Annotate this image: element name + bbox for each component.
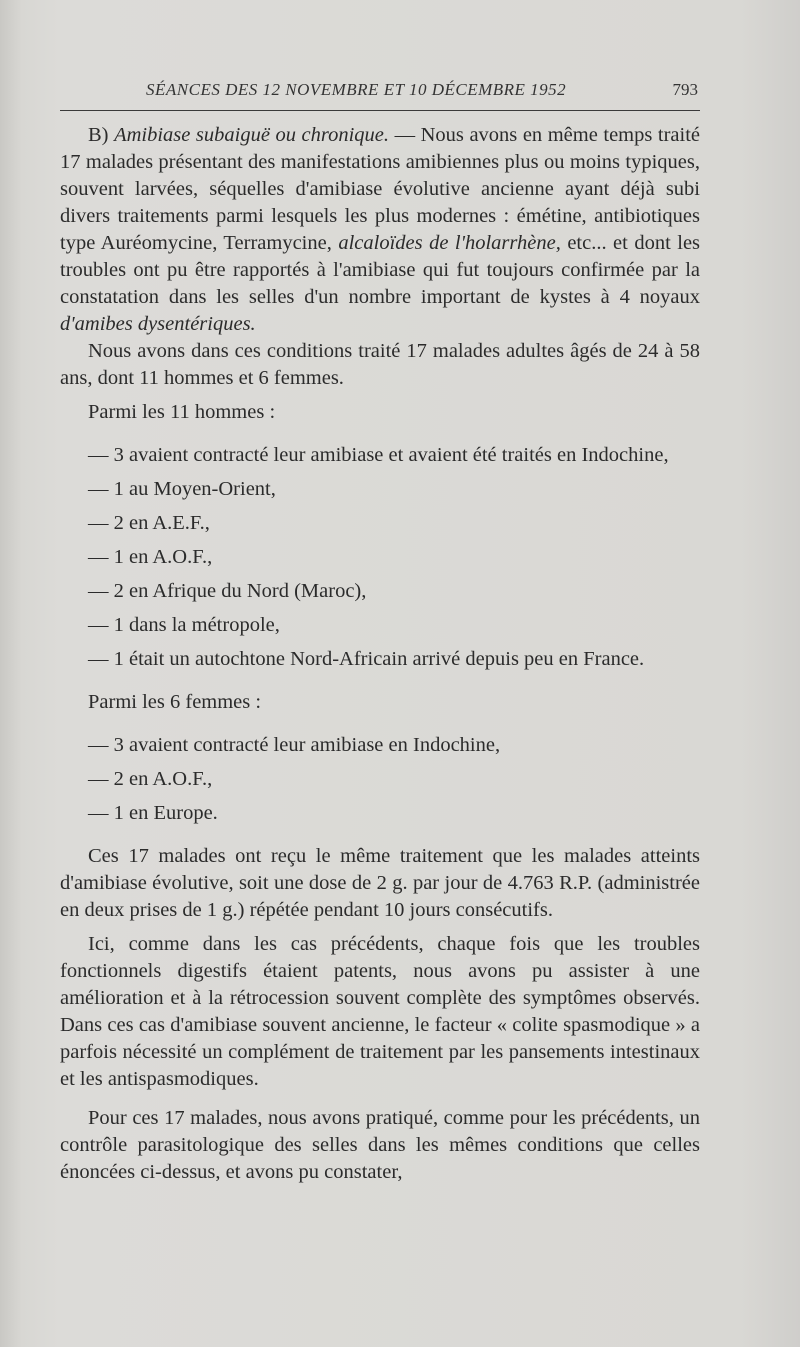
section-heading: Amibiase subaiguë ou chronique. [114,124,390,146]
paragraph-text: — Nous avons en même temps traité 17 malades présentant des manifestations amibiennes plus ou moins typiques, souvent larvées, séquelles d'amibiase évolutive ancienne ayant déjà subi divers traitements parmi lesquels les plus modernes : émétine, antibiotiques type Auréomycine, Terramycine, [60,124,701,254]
running-title: SÉANCES DES 12 NOVEMBRE ET 10 DÉCEMBRE 1952 [146,80,567,99]
women-list [60,732,700,827]
page-number: 793 [672,80,698,99]
body-text [60,122,700,1186]
list-item: — 2 en A.O.F., [88,768,213,790]
paragraph-results: Ici, comme dans les cas précédents, chaque fois que les troubles fonctionnels digestifs étaient patents, nous avons pu assister à une amélioration et à la rétrocession souvent complète des symptômes observés. Dans ces cas d'amibiase souvent ancienne, le facteur « colite spasmodique » a parfois nécessité un complément de traitement par les pansements intestinaux et les antispasmodiques. [60,933,700,1090]
list-item: — 2 en A.E.F., [88,512,210,534]
paragraph-subacute-amebiasis [60,122,700,338]
page-header [60,80,700,111]
paragraph-treatment: Ces 17 malades ont reçu le même traitement que les malades atteints d'amibiase évolutive, soit une dose de 2 g. par jour de 4.763 R.P. (administrée en deux prises de 1 g.) répétée pendant 10 jours consécutifs. [60,845,700,921]
list-item: — 3 avaient contracté leur amibiase en Indochine, [88,734,501,756]
list-item: — 2 en Afrique du Nord (Maroc), [88,580,367,602]
list-item: — 1 était un autochtone Nord-Africain arrivé depuis peu en France. [88,648,645,670]
italic-term: d'amibes dysentériques. [60,313,256,335]
list-item: — 1 au Moyen-Orient, [88,478,276,500]
list-item: — 1 en A.O.F., [88,546,213,568]
list-item: — 3 avaient contracté leur amibiase et avaient été traités en Indochine, [88,444,669,466]
paragraph-men-intro: Parmi les 11 hommes : [88,401,276,423]
italic-term: alcaloïdes de l'holarrhène, [338,232,561,254]
list-item: — 1 dans la métropole, [88,614,280,636]
paragraph-patients: Nous avons dans ces conditions traité 17 malades adultes âgés de 24 à 58 ans, dont 11 hommes et 6 femmes. [60,340,700,389]
paragraph-women-intro: Parmi les 6 femmes : [88,691,262,713]
paragraph-text: etc... et dont les troubles ont pu être rapportés à l'amibiase qui fut toujours confirmée par la constatation dans les selles d'un nombre important de kystes à 4 noyaux [60,232,701,308]
paragraph-parasitology: Pour ces 17 malades, nous avons pratiqué, comme pour les précédents, un contrôle parasitologique des selles dans les mêmes conditions que celles énoncées ci-dessus, et avons pu constater, [60,1107,700,1183]
men-list [60,442,700,673]
list-item: — 1 en Europe. [88,802,218,824]
section-label: B) [88,124,109,146]
